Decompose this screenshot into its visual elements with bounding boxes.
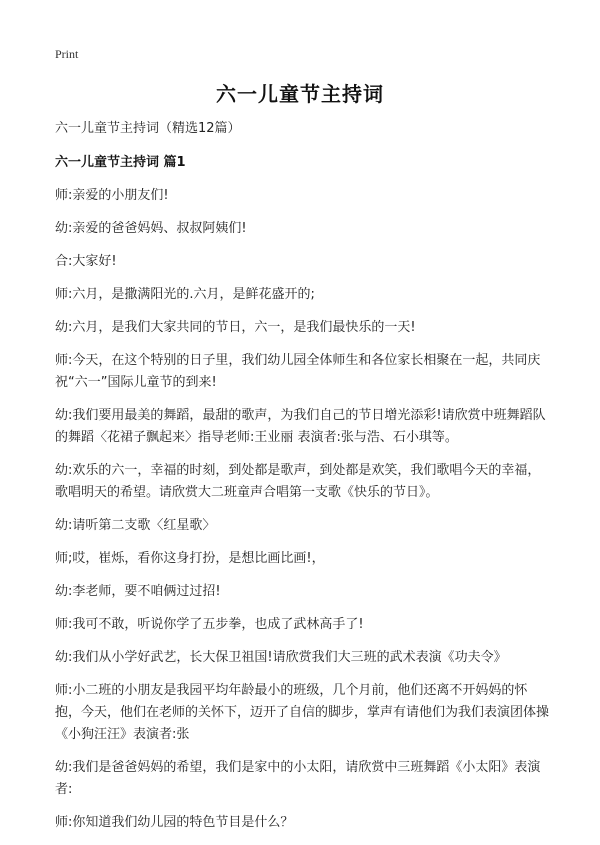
dialogue-line: 幼:我们是爸爸妈妈的希望，我们是家中的小太阳，请欣赏中三班舞蹈《小太阳》表演者: xyxy=(55,760,541,797)
dialogue-line: 师:我可不敢，听说你学了五步拳，也成了武林高手了! xyxy=(55,617,364,632)
dialogue-line: 师:你知道我们幼儿园的特色节目是什么？ xyxy=(55,815,294,830)
dialogue-line: 师;哎，崔烁，看你这身打扮，是想比画比画!， xyxy=(55,551,325,566)
dialogue-line: 幼:李老师，要不咱俩过过招! xyxy=(55,584,221,599)
dialogue-line: 师:小二班的小朋友是我园平均年龄最小的班级，几个月前，他们还离不开妈妈的怀抱，今天，他们在老师的关怀下，迈开了自信的脚步，掌声有请他们为我们表演团体操《小狗汪汪》表演者:张 xyxy=(55,683,550,742)
dialogue-line: 幼:欢乐的六一，幸福的时刻，到处都是歌声，到处都是欢笑，我们歌唱今天的幸福，歌唱明天的希望。请欣赏大二班童声合唱第一支歌《快乐的节日》。 xyxy=(55,463,541,500)
dialogue-line: 师:今天，在这个特别的日子里，我们幼儿园全体师生和各位家长相聚在一起，共同庆祝“六一”国际儿童节的到来! xyxy=(55,353,541,390)
dialogue-line: 师:六月，是撒满阳光的.六月，是鲜花盛开的; xyxy=(55,287,315,302)
page-title: 六一儿童节主持词 xyxy=(216,82,384,106)
dialogue-line: 合:大家好! xyxy=(55,254,117,269)
dialogue-line: 幼:亲爱的爸爸妈妈、叔叔阿姨们! xyxy=(55,221,247,236)
print-label[interactable]: Print xyxy=(55,47,79,61)
dialogue-line: 幼:六月，是我们大家共同的节日，六一，是我们最快乐的一天! xyxy=(55,320,416,335)
section-heading: 六一儿童节主持词 篇1 xyxy=(55,155,186,170)
dialogue-line: 幼:我们从小学好武艺，长大保卫祖国!请欣赏我们大三班的武术表演《功夫令》 xyxy=(55,650,507,665)
document-body xyxy=(55,118,550,845)
document-subtitle: 六一儿童节主持词（精选12篇） xyxy=(55,121,241,136)
dialogue-line: 幼:请听第二支歌〈红星歌〉 xyxy=(55,518,216,533)
dialogue-line: 师:亲爱的小朋友们! xyxy=(55,188,169,203)
dialogue-line: 幼:我们要用最美的舞蹈，最甜的歌声，为我们自己的节日增光添彩!请欣赏中班舞蹈队的舞蹈〈花裙子飘起来〉指导老师:王业丽 表演者:张与浩、石小琪等。 xyxy=(55,408,546,445)
